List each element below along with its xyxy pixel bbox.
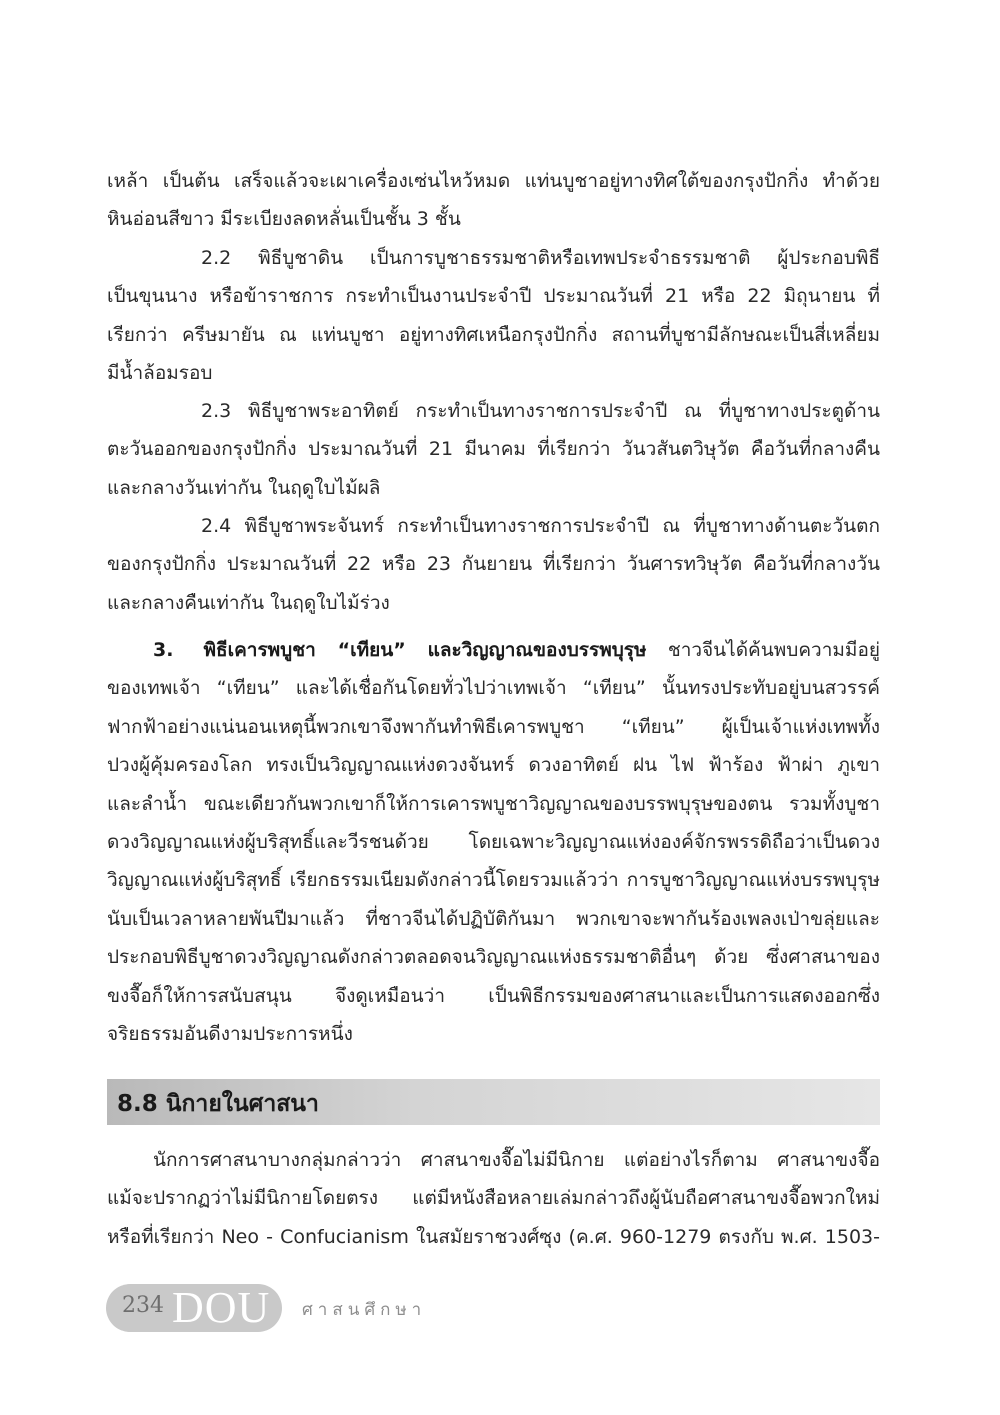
text-line: นักการศาสนาบางกลุ่มกล่าวว่า ศาสนาขงจื๊อไม่มีนิกาย แต่อย่างไรก็ตาม ศาสนาขงจื๊อ (153, 1149, 880, 1171)
paragraph-2-2 (107, 239, 880, 393)
item-heading: พิธีเคารพบูชา “เทียน” และวิญญาณของบรรพบุรุษ (203, 639, 647, 661)
book-title: ศาสนศึกษา (302, 1300, 427, 1320)
paragraph-2-3 (107, 392, 880, 507)
page-number-badge (106, 1284, 282, 1332)
text-line: ตะวันออกของกรุงปักกิ่ง ประมาณวันที่ 21 มีนาคม ที่เรียกว่า วันวสันตวิษุวัต คือวันที่กลางคืน (107, 438, 880, 461)
text-line: เรียกว่า ครีษมายัน ณ แท่นบูชา อยู่ทางทิศเหนือกรุงปักกิ่ง สถานที่บูชามีลักษณะเป็นสี่เหลี่ยม (107, 323, 880, 346)
text-line: ดวงวิญญาณแห่งผู้บริสุทธิ์และวีรชนด้วย โดยเฉพาะวิญญาณแห่งองค์จักรพรรดิถือว่าเป็นดวง (107, 831, 880, 854)
text-line: วิญญาณแห่งผู้บริสุทธิ์ เรียกธรรมเนียมดังกล่าวนี้โดยรวมแล้วว่า การบูชาวิญญาณแห่งบรรพบุรุษ (107, 869, 880, 892)
heading-continuation: ชาวจีนได้ค้นพบความมีอยู่ (667, 639, 880, 661)
paragraph-3 (107, 631, 880, 1053)
text-line: นับเป็นเวลาหลายพันปีมาแล้ว ที่ชาวจีนได้ปฏิบัติกันมา พวกเขาจะพากันร้องเพลงเป่าขลุ่ยและ (107, 907, 880, 930)
item-number: 3. (153, 639, 174, 661)
text-line (107, 631, 880, 669)
text-line: ปวงผู้คุ้มครองโลก ทรงเป็นวิญญาณแห่งดวงจันทร์ ดวงอาทิตย์ ฝน ไฟ ฟ้าร้อง ฟ้าผ่า ภูเขา (107, 754, 880, 777)
paragraph-2-4 (107, 507, 880, 622)
section-title: 8.8 นิกายในศาสนา (117, 1091, 319, 1117)
text-line: เป็นขุนนาง หรือข้าราชการ กระทำเป็นงานประจำปี ประมาณวันที่ 21 หรือ 22 มิถุนายน ที่ (107, 285, 880, 308)
text-line: ประกอบพิธีบูชาดวงวิญญาณดังกล่าวตลอดจนวิญญาณแห่งธรรมชาติอื่นๆ ด้วย ซึ่งศาสนาของ (107, 946, 880, 969)
text-line: และกลางคืนเท่ากัน ในฤดูใบไม้ร่วง (107, 591, 390, 614)
text-line: เหล้า เป็นต้น เสร็จแล้วจะเผาเครื่องเซ่นไหว้หมด แท่นบูชาอยู่ทางทิศใต้ของกรุงปักกิ่ง ทำด้วย (107, 170, 880, 192)
section-header (107, 1079, 880, 1125)
text-line: ขงจื๊อก็ให้การสนับสนุน จึงดูเหมือนว่า เป็นพิธีกรรมของศาสนาและเป็นการแสดงออกซึ่ง (107, 984, 880, 1007)
paragraph-section-intro (107, 1141, 880, 1256)
text-line: แม้จะปรากฏว่าไม่มีนิกายโดยตรง แต่มีหนังสือหลายเล่มกล่าวถึงผู้นับถือศาสนาขงจื๊อพวกใหม่ (107, 1187, 880, 1210)
paragraph-continuation (107, 162, 880, 239)
text-line: ของเทพเจ้า “เทียน” และได้เชื่อกันโดยทั่วไปว่าเทพเจ้า “เทียน” นั้นทรงประทับอยู่บนสวรรค์ (107, 677, 880, 700)
text-line: จริยธรรมอันดีงามประการหนึ่ง (107, 1023, 353, 1046)
text-line: ของกรุงปักกิ่ง ประมาณวันที่ 22 หรือ 23 กันยายน ที่เรียกว่า วันศารทวิษุวัต คือวันที่กลางวัน (107, 553, 880, 576)
text-line: มีน้ำล้อมรอบ (107, 362, 213, 385)
text-line: และกลางวันเท่ากัน ในฤดูใบไม้ผลิ (107, 476, 381, 499)
text-line: 2.4 พิธีบูชาพระจันทร์ กระทำเป็นทางราชการประจำปี ณ ที่บูชาทางด้านตะวันตก (201, 515, 880, 537)
text-line: หรือที่เรียกว่า Neo - Confucianism ในสมัยราชวงศ์ซุง (ค.ศ. 960-1279 ตรงกับ พ.ศ. 1503- (107, 1225, 880, 1248)
text-line: 2.2 พิธีบูชาดิน เป็นการบูชาธรรมชาติหรือเทพประจำธรรมชาติ ผู้ประกอบพิธี (201, 247, 880, 269)
text-line: และลำน้ำ ขณะเดียวกันพวกเขาก็ให้การเคารพบูชาวิญญาณของบรรพบุรุษของตน รวมทั้งบูชา (107, 792, 880, 815)
dou-logo: DOU (172, 1283, 271, 1332)
text-line: ฟากฟ้าอย่างแน่นอนเหตุนี้พวกเขาจึงพากันทำพิธีเคารพบูชา “เทียน” ผู้เป็นเจ้าแห่งเทพทั้ง (107, 715, 880, 738)
page-number: 234 (122, 1293, 164, 1318)
text-line: 2.3 พิธีบูชาพระอาทิตย์ กระทำเป็นทางราชการประจำปี ณ ที่บูชาทางประตูด้าน (201, 400, 880, 422)
text-line: หินอ่อนสีขาว มีระเบียงลดหลั่นเป็นชั้น 3 ชั้น (107, 208, 461, 231)
